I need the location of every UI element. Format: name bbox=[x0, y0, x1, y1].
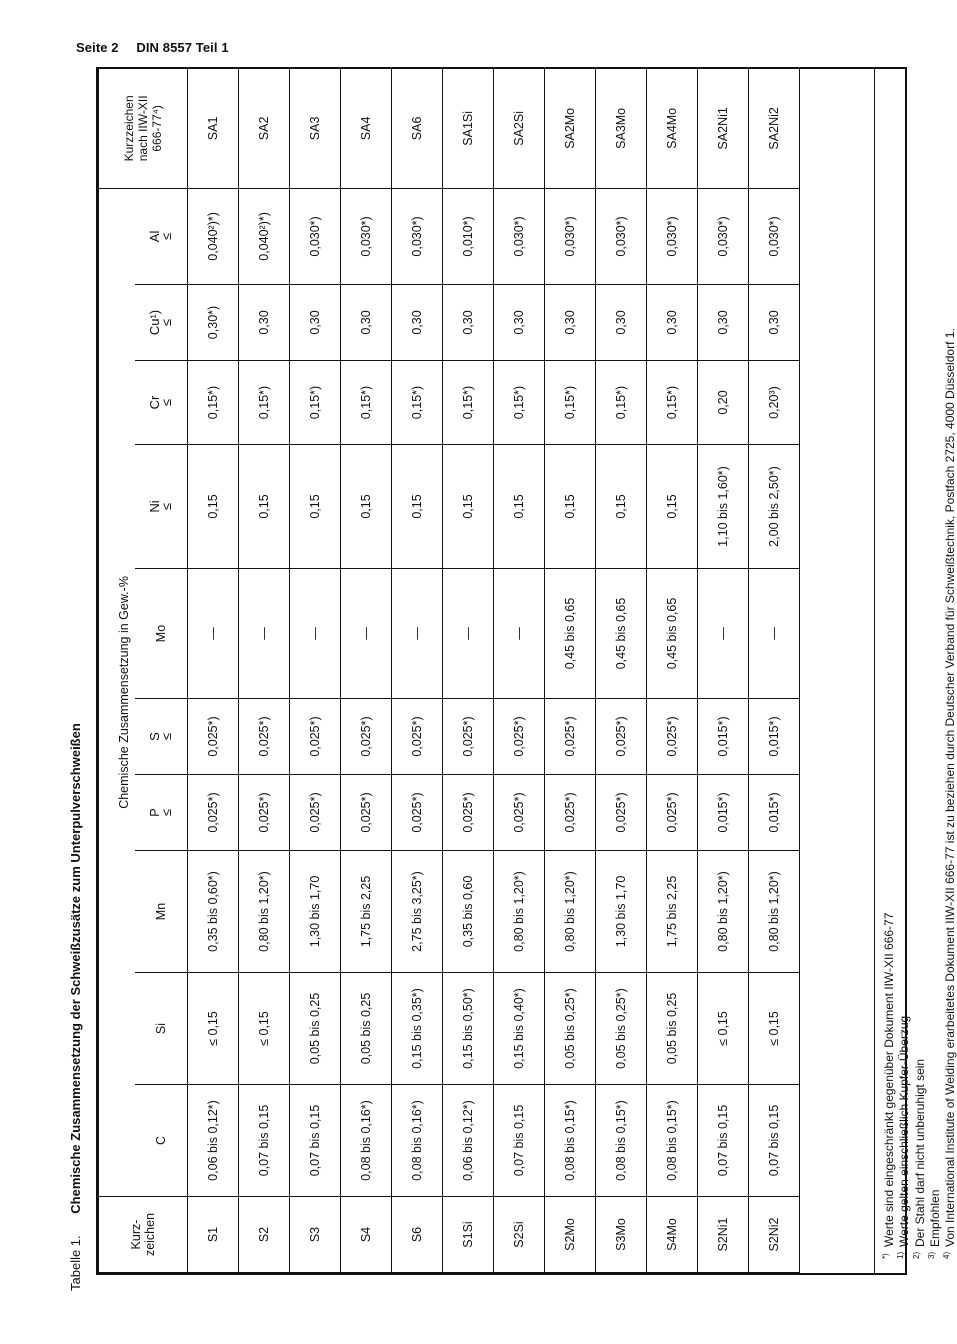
cell-cr: 0,15*) bbox=[494, 361, 545, 445]
row-iiw-code: SA1 bbox=[188, 68, 239, 188]
cell-mo: 0,45 bis 0,65 bbox=[647, 569, 698, 699]
cell-si: ≤ 0,15 bbox=[188, 973, 239, 1085]
cell-mo: — bbox=[749, 569, 800, 699]
cell-c: 0,06 bis 0,12*) bbox=[188, 1085, 239, 1197]
cell-p: 0,015*) bbox=[698, 775, 749, 851]
cell-si: 0,15 bis 0,35*) bbox=[392, 973, 443, 1085]
cell-mo: 0,45 bis 0,65 bbox=[545, 569, 596, 699]
cell-al: 0,030*) bbox=[647, 188, 698, 284]
cell-p: 0,025*) bbox=[647, 775, 698, 851]
table-row bbox=[188, 68, 239, 1272]
cell-s: 0,015*) bbox=[698, 699, 749, 775]
group-header: Chemische Zusammensetzung in Gew.-% bbox=[99, 188, 135, 1196]
cell-c: 0,07 bis 0,15 bbox=[239, 1085, 290, 1197]
cell-si: 0,05 bis 0,25 bbox=[647, 973, 698, 1085]
cell-cr: 0,20 bbox=[698, 361, 749, 445]
cell-al: 0,030*) bbox=[494, 188, 545, 284]
cell-mn: 0,80 bis 1,20*) bbox=[749, 851, 800, 973]
cell-cr: 0,15*) bbox=[290, 361, 341, 445]
cell-al: 0,010*) bbox=[443, 188, 494, 284]
cell-mn: 0,35 bis 0,60 bbox=[443, 851, 494, 973]
cell-s: 0,025*) bbox=[443, 699, 494, 775]
cell-s: 0,025*) bbox=[647, 699, 698, 775]
footnote: $^{1)}$Werte gelten einschließlich Kupfer-Überzug bbox=[896, 1015, 912, 1259]
cell-cr: 0,15*) bbox=[392, 361, 443, 445]
cell-p: 0,025*) bbox=[596, 775, 647, 851]
table-row bbox=[698, 68, 749, 1272]
table-row bbox=[749, 68, 800, 1272]
row-iiw-code: SA3 bbox=[290, 68, 341, 188]
row-iiw-code: SA4 bbox=[341, 68, 392, 188]
cell-mn: 1,75 bis 2,25 bbox=[647, 851, 698, 973]
cell-s: 0,025*) bbox=[290, 699, 341, 775]
cell-p: 0,025*) bbox=[188, 775, 239, 851]
table-caption bbox=[62, 723, 90, 1291]
row-code: S2Ni1 bbox=[698, 1197, 749, 1273]
footnote: $^{3)}$Empfohlen bbox=[926, 1189, 942, 1259]
row-iiw-code: SA2Mo bbox=[545, 68, 596, 188]
cell-cu: 0,30 bbox=[698, 285, 749, 361]
col-header-kurzzeichen: Kurz- zeichen bbox=[99, 1197, 188, 1273]
cell-si: 0,15 bis 0,50*) bbox=[443, 973, 494, 1085]
cell-cr: 0,20³) bbox=[749, 361, 800, 445]
table-title: Chemische Zusammensetzung der Schweißzusätze zum Unterpulverschweißen bbox=[68, 723, 83, 1214]
cell-c: 0,06 bis 0,12*) bbox=[443, 1085, 494, 1197]
cell-mo: — bbox=[239, 569, 290, 699]
cell-s: 0,015*) bbox=[749, 699, 800, 775]
cell-ni: 0,15 bbox=[647, 445, 698, 569]
cell-si: ≤ 0,15 bbox=[239, 973, 290, 1085]
document-id: DIN 8557 Teil 1 bbox=[136, 40, 229, 55]
cell-cu: 0,30 bbox=[749, 285, 800, 361]
cell-cr: 0,15*) bbox=[341, 361, 392, 445]
col-header-cr: Cr ≤ bbox=[135, 361, 188, 445]
cell-cu: 0,30 bbox=[647, 285, 698, 361]
cell-mo: — bbox=[494, 569, 545, 699]
cell-p: 0,025*) bbox=[494, 775, 545, 851]
cell-mo: — bbox=[443, 569, 494, 699]
row-code: S2Ni2 bbox=[749, 1197, 800, 1273]
cell-mn: 0,80 bis 1,20*) bbox=[494, 851, 545, 973]
cell-c: 0,07 bis 0,15 bbox=[698, 1085, 749, 1197]
table-row bbox=[443, 68, 494, 1272]
footnote: *)Werte sind eingeschränkt gegenüber Dokument IIW-XII 666-77 bbox=[881, 912, 896, 1259]
cell-cr: 0,15*) bbox=[647, 361, 698, 445]
col-header-mo: Mo bbox=[135, 569, 188, 699]
cell-ni: 0,15 bbox=[188, 445, 239, 569]
cell-p: 0,025*) bbox=[239, 775, 290, 851]
cell-mo: — bbox=[698, 569, 749, 699]
cell-cu: 0,30*) bbox=[188, 285, 239, 361]
table-row bbox=[290, 68, 341, 1272]
cell-c: 0,08 bis 0,15*) bbox=[545, 1085, 596, 1197]
row-iiw-code: SA2 bbox=[239, 68, 290, 188]
cell-cr: 0,15*) bbox=[188, 361, 239, 445]
table-row bbox=[545, 68, 596, 1272]
row-iiw-code: SA6 bbox=[392, 68, 443, 188]
col-header-iiw: Kurzzeichen nach IIW-XII 666-77⁴) bbox=[99, 68, 188, 188]
col-header-al: Al ≤ bbox=[135, 188, 188, 284]
cell-si: 0,15 bis 0,40*) bbox=[494, 973, 545, 1085]
cell-al: 0,030*) bbox=[392, 188, 443, 284]
cell-mn: 1,75 bis 2,25 bbox=[341, 851, 392, 973]
cell-s: 0,025*) bbox=[341, 699, 392, 775]
cell-c: 0,08 bis 0,15*) bbox=[647, 1085, 698, 1197]
cell-mo: — bbox=[188, 569, 239, 699]
cell-al: 0,030*) bbox=[290, 188, 341, 284]
col-header-c: C bbox=[135, 1085, 188, 1197]
table-row bbox=[239, 68, 290, 1272]
col-header-s: S ≤ bbox=[135, 699, 188, 775]
table-row bbox=[494, 68, 545, 1272]
table-row bbox=[392, 68, 443, 1272]
cell-si: ≤ 0,15 bbox=[749, 973, 800, 1085]
table-row bbox=[647, 68, 698, 1272]
cell-si: ≤ 0,15 bbox=[698, 973, 749, 1085]
col-header-mn: Mn bbox=[135, 851, 188, 973]
cell-ni: 0,15 bbox=[494, 445, 545, 569]
row-code: S2 bbox=[239, 1197, 290, 1273]
row-code: S3Mo bbox=[596, 1197, 647, 1273]
col-header-p: P ≤ bbox=[135, 775, 188, 851]
cell-mn: 2,75 bis 3,25*) bbox=[392, 851, 443, 973]
col-header-si: Si bbox=[135, 973, 188, 1085]
row-iiw-code: SA2Ni2 bbox=[749, 68, 800, 188]
cell-cu: 0,30 bbox=[443, 285, 494, 361]
row-code: S4 bbox=[341, 1197, 392, 1273]
cell-si: 0,05 bis 0,25 bbox=[341, 973, 392, 1085]
row-iiw-code: SA2Ni1 bbox=[698, 68, 749, 188]
cell-ni: 0,15 bbox=[443, 445, 494, 569]
cell-cu: 0,30 bbox=[596, 285, 647, 361]
row-iiw-code: SA4Mo bbox=[647, 68, 698, 188]
cell-s: 0,025*) bbox=[392, 699, 443, 775]
col-header-ni: Ni ≤ bbox=[135, 445, 188, 569]
row-code: S1 bbox=[188, 1197, 239, 1273]
cell-p: 0,025*) bbox=[290, 775, 341, 851]
cell-mn: 1,30 bis 1,70 bbox=[290, 851, 341, 973]
cell-mo: — bbox=[341, 569, 392, 699]
cell-p: 0,025*) bbox=[545, 775, 596, 851]
cell-c: 0,07 bis 0,15 bbox=[494, 1085, 545, 1197]
cell-al: 0,040²)*) bbox=[239, 188, 290, 284]
cell-si: 0,05 bis 0,25*) bbox=[596, 973, 647, 1085]
cell-cu: 0,30 bbox=[392, 285, 443, 361]
cell-cu: 0,30 bbox=[494, 285, 545, 361]
cell-ni: 0,15 bbox=[596, 445, 647, 569]
cell-cr: 0,15*) bbox=[596, 361, 647, 445]
cell-cu: 0,30 bbox=[239, 285, 290, 361]
cell-mn: 0,80 bis 1,20*) bbox=[239, 851, 290, 973]
cell-al: 0,030*) bbox=[698, 188, 749, 284]
footnote: $^{2)}$Der Stahl darf nicht unberuhigt sein bbox=[911, 1058, 927, 1259]
cell-s: 0,025*) bbox=[494, 699, 545, 775]
cell-c: 0,07 bis 0,15 bbox=[290, 1085, 341, 1197]
row-iiw-code: SA3Mo bbox=[596, 68, 647, 188]
cell-al: 0,030*) bbox=[341, 188, 392, 284]
row-code: S3 bbox=[290, 1197, 341, 1273]
row-iiw-code: SA2Si bbox=[494, 68, 545, 188]
cell-ni: 0,15 bbox=[392, 445, 443, 569]
rotated-table-block bbox=[62, 47, 957, 1291]
table-frame bbox=[96, 67, 957, 1275]
cell-ni: 0,15 bbox=[290, 445, 341, 569]
table-row bbox=[596, 68, 647, 1272]
cell-ni: 0,15 bbox=[341, 445, 392, 569]
table-row bbox=[341, 68, 392, 1272]
cell-mo: 0,45 bis 0,65 bbox=[596, 569, 647, 699]
cell-p: 0,025*) bbox=[443, 775, 494, 851]
cell-s: 0,025*) bbox=[545, 699, 596, 775]
cell-p: 0,025*) bbox=[341, 775, 392, 851]
cell-c: 0,08 bis 0,16*) bbox=[392, 1085, 443, 1197]
cell-mo: — bbox=[290, 569, 341, 699]
cell-c: 0,07 bis 0,15 bbox=[749, 1085, 800, 1197]
footnote: $^{4)}$Von International Institute of Welding erarbeitetes Dokument IIW-XII 666-77 ist zu beziehen durch Deutscher Verband für Schweißtechnik, Postfach 2725, 4000 Düsseldorf 1. bbox=[942, 328, 957, 1259]
cell-s: 0,025*) bbox=[188, 699, 239, 775]
cell-ni: 1,10 bis 1,60*) bbox=[698, 445, 749, 569]
row-code: S4Mo bbox=[647, 1197, 698, 1273]
cell-al: 0,040²)*) bbox=[188, 188, 239, 284]
cell-cu: 0,30 bbox=[341, 285, 392, 361]
cell-mn: 0,80 bis 1,20*) bbox=[698, 851, 749, 973]
cell-cr: 0,15*) bbox=[239, 361, 290, 445]
cell-al: 0,030*) bbox=[545, 188, 596, 284]
cell-ni: 2,00 bis 2,50*) bbox=[749, 445, 800, 569]
cell-c: 0,08 bis 0,16*) bbox=[341, 1085, 392, 1197]
cell-mn: 0,35 bis 0,60*) bbox=[188, 851, 239, 973]
composition-table bbox=[98, 68, 800, 1273]
row-code: S2Si bbox=[494, 1197, 545, 1273]
cell-ni: 0,15 bbox=[545, 445, 596, 569]
cell-s: 0,025*) bbox=[239, 699, 290, 775]
page-number: Seite 2 bbox=[76, 40, 119, 55]
cell-si: 0,05 bis 0,25 bbox=[290, 973, 341, 1085]
cell-mn: 0,80 bis 1,20*) bbox=[545, 851, 596, 973]
cell-cu: 0,30 bbox=[545, 285, 596, 361]
col-header-cu: Cu¹) ≤ bbox=[135, 285, 188, 361]
cell-cr: 0,15*) bbox=[545, 361, 596, 445]
row-code: S6 bbox=[392, 1197, 443, 1273]
cell-cr: 0,15*) bbox=[443, 361, 494, 445]
row-code: S1Si bbox=[443, 1197, 494, 1273]
cell-si: 0,05 bis 0,25*) bbox=[545, 973, 596, 1085]
footnotes bbox=[880, 328, 956, 1259]
cell-al: 0,030*) bbox=[596, 188, 647, 284]
cell-al: 0,030*) bbox=[749, 188, 800, 284]
cell-c: 0,08 bis 0,15*) bbox=[596, 1085, 647, 1197]
cell-p: 0,015*) bbox=[749, 775, 800, 851]
cell-s: 0,025*) bbox=[596, 699, 647, 775]
cell-p: 0,025*) bbox=[392, 775, 443, 851]
row-iiw-code: SA1Si bbox=[443, 68, 494, 188]
table-label: Tabelle 1. bbox=[68, 1235, 83, 1291]
cell-mn: 1,30 bis 1,70 bbox=[596, 851, 647, 973]
row-code: S2Mo bbox=[545, 1197, 596, 1273]
cell-ni: 0,15 bbox=[239, 445, 290, 569]
cell-cu: 0,30 bbox=[290, 285, 341, 361]
cell-mo: — bbox=[392, 569, 443, 699]
